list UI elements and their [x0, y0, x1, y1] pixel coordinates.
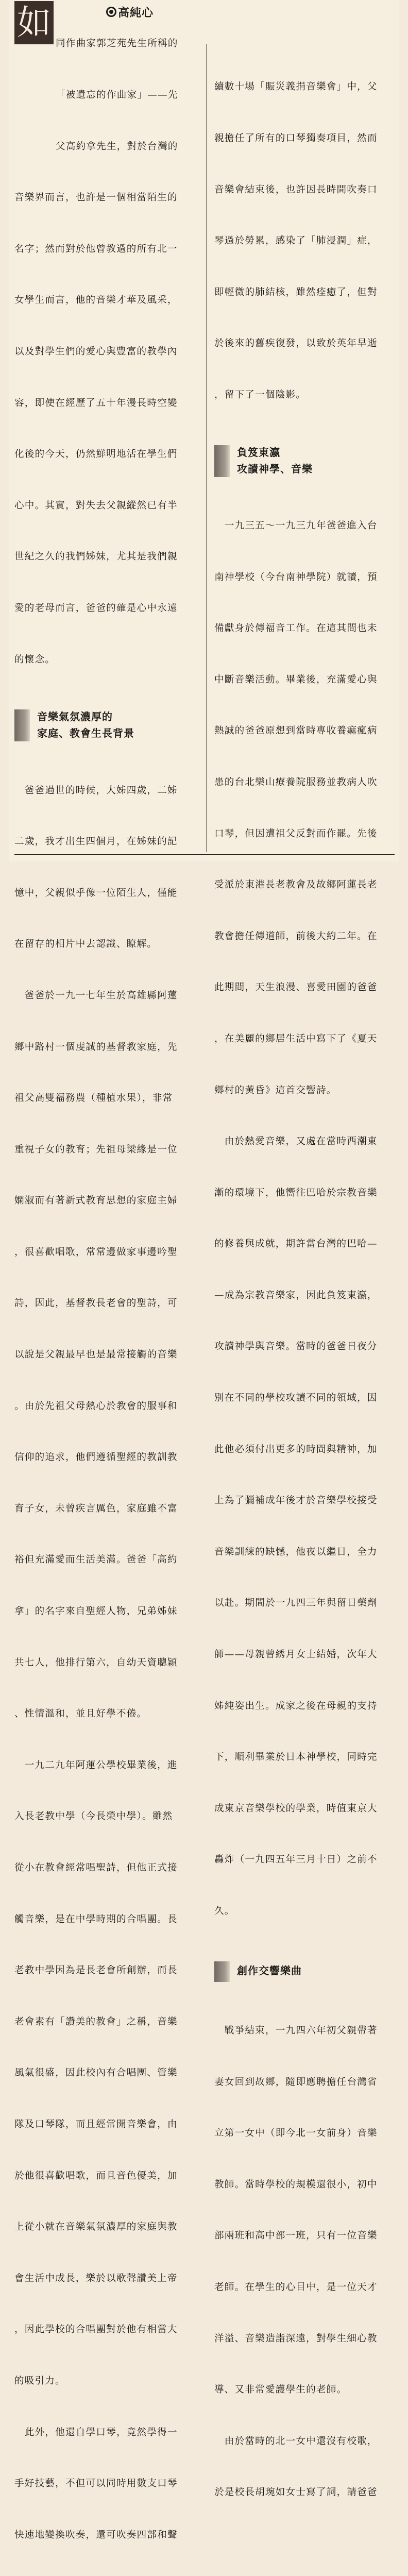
- section-title: [37, 708, 134, 741]
- section-heading-background: [14, 707, 199, 744]
- text-line: 愛的老母而言，爸爸的確是心中永遠: [14, 602, 178, 614]
- section1-body: [14, 748, 199, 2576]
- section3-body: [214, 1988, 395, 2535]
- title-line: 創作交響樂曲: [237, 1964, 302, 1977]
- text-line: 音樂會結束後，也許因長時間吹奏口: [214, 184, 378, 195]
- section2-body: [214, 483, 395, 1954]
- left-column: [14, 0, 199, 2576]
- section-title: [237, 1962, 302, 1979]
- text-line: 部兩班和高中部一班，只有一位音樂: [214, 2230, 378, 2242]
- text-line: 在留存的相片中去認識、瞭解。: [14, 939, 158, 950]
- text-line: 姊純姿出生。成家之後在母親的支持: [214, 1700, 378, 1711]
- text-line: 的修養與成就，期許當台灣的巴哈—: [214, 1239, 378, 1250]
- text-line: 成東京音樂學校的學業，時值東京大: [214, 1803, 378, 1814]
- text-line: 信仰的追求，他們遵循聖經的教訓教: [14, 1452, 178, 1463]
- text-line: 。由於先祖父母熱心於教會的服事和: [14, 1400, 178, 1412]
- text-line: 口琴，但因遭祖父反對而作罷。先後: [214, 828, 378, 839]
- text-line: 拿」的名字來自聖經人物，兄弟姊妹: [14, 1606, 178, 1617]
- text-line: 下，順利畢業於日本神學校，同時完: [214, 1752, 378, 1763]
- title-line: 負笈東瀛: [237, 446, 280, 459]
- text-line: —成為宗教音樂家，因此負笈東瀛，: [214, 1290, 378, 1301]
- text-line: 名字；然而對於他曾教過的所有北一: [14, 243, 178, 255]
- text-line: 老師。在學生的心目中，是一位天才: [214, 2281, 378, 2293]
- text-line: 親擔任了所有的口琴獨奏項目，然而: [214, 133, 378, 144]
- text-line: 嫻淑而有著新式教育思想的家庭主婦: [14, 1195, 178, 1207]
- text-line: 的吸引力。: [14, 2375, 65, 2386]
- text-line: 快速地變換吹奏，還可吹奏四部和聲: [14, 2529, 178, 2540]
- intro-paragraph: [14, 0, 199, 702]
- text-line: 音樂訓練的缺憾，他夜以繼日，全力: [214, 1546, 378, 1557]
- text-line: 鄉村的黃昏》這首交響詩。: [214, 1084, 337, 1096]
- column-divider: [206, 44, 207, 852]
- text-line: 導、又非常愛護學生的老師。: [214, 2384, 347, 2396]
- text-line: 從小在教會經常唱聖詩，但他正式接: [14, 1862, 178, 1873]
- text-line: 容，即使在經歷了五十年漫長時空變: [14, 397, 178, 409]
- newspaper-page: [9, 0, 399, 2540]
- text-line: 入長老教中學（今長榮中學）。雖然: [14, 1811, 173, 1822]
- section-heading-study: [214, 443, 395, 480]
- section-title: [237, 444, 313, 477]
- text-line: 即輕微的肺結核，雖然痊癒了，但對: [214, 286, 378, 298]
- drop-cap: 如: [14, 1, 54, 44]
- text-line: 育子女，未曾疾言厲色，家庭雖不富: [14, 1503, 178, 1514]
- text-line: 琴過於勞累，感染了「肺浸潤」症，: [214, 235, 378, 247]
- text-line: ，很喜歡唱歌，常常邊做家事邊吟聖: [14, 1246, 178, 1258]
- text-line: 戰爭結束，一九四六年初父親帶著: [214, 2025, 378, 2036]
- text-line: 憶中，父親似乎像一位陌生人，僅能: [14, 887, 178, 899]
- text-line: 音樂界而言，也許是一個相當陌生的: [14, 192, 178, 204]
- author-name: 高純心: [118, 7, 154, 20]
- text-line: 備獻身於傳福音工作。在這其間也未: [214, 623, 378, 634]
- text-line: 立第一女中（即今北一女前身）音樂: [214, 2128, 378, 2139]
- text-line: 爸爸於一九一七年生於高雄縣阿蓮: [14, 990, 178, 1001]
- text-line: 轟炸（一九四五年三月十日）之前不: [214, 1854, 378, 1866]
- title-line: 家庭、教會生長背景: [37, 727, 134, 740]
- text-line: 上從小就在音樂氣氛濃厚的家庭與教: [14, 2222, 178, 2233]
- section-heading-composition: [214, 1959, 395, 1985]
- text-line: 老會素有「讚美的教會」之稱，音樂: [14, 2016, 178, 2027]
- text-line: 化後的今天，仍然鮮明地活在學生們: [14, 449, 178, 460]
- text-line: 續數十場「賑災義捐音樂會」中，父: [214, 81, 378, 93]
- text-line: 教會擔任傳道師，前後大約二年。在: [214, 930, 378, 942]
- text-line: 心中。其實，對失去父親縱然已有半: [14, 500, 178, 511]
- text-line: 於他很喜歡唱歌，而且音色優美，加: [14, 2170, 178, 2181]
- title-line: 攻讀神學、音樂: [237, 462, 313, 475]
- text-line: 、性情溫和，並且好學不倦。: [14, 1708, 147, 1720]
- author-byline: [106, 4, 154, 20]
- text-line: 手好技藝，不但可以同時用數支口琴: [14, 2478, 178, 2489]
- text-line: 此期間，天生浪漫、喜愛田園的爸爸: [214, 982, 378, 993]
- text-line: 老教中學因為是長老會所創辦，而長: [14, 1965, 178, 1976]
- text-line: 由於當時的北一女中還沒有校歌，: [214, 2435, 378, 2447]
- heading-bar: [214, 445, 230, 477]
- text-line: 漸的環境下，他嚮往巴哈於宗教音樂: [214, 1187, 378, 1198]
- text-line: 裕但充滿愛而生活美滿。爸爸「高約: [14, 1554, 178, 1566]
- text-line: 別在不同的學校攻讀不同的領域，因: [214, 1393, 378, 1404]
- text-line: 熱誠的爸爸原想到當時專收養痲瘋病: [214, 725, 378, 737]
- text-line: 風氣很盛，因此校內有合唱團、管樂: [14, 2067, 178, 2079]
- text-line: 重視子女的教育；先祖母梁緣是一位: [14, 1144, 178, 1155]
- text-line: 父高約拿先生，對於台灣的: [56, 141, 178, 152]
- text-line: 一九三五～一九三九年爸爸進入台: [214, 520, 378, 531]
- text-line: 教師。當時學校的規模還很小，初中: [214, 2179, 378, 2190]
- text-line: 久。: [214, 1906, 235, 1917]
- right-column: [214, 44, 395, 2535]
- text-line: 妻女回到故鄉，隨即應聘擔任台灣省: [214, 2076, 378, 2088]
- text-line: 南神學校（今台南神學院）就讀，預: [214, 571, 378, 583]
- text-line: 世紀之久的我們姊妹，尤其是我們親: [14, 551, 178, 563]
- text-line: ，因此學校的合唱團對於他有相當大: [14, 2324, 178, 2335]
- text-line: 觸音樂，是在中學時期的合唱團。長: [14, 1913, 178, 1925]
- text-line: ，留下了一個陰影。: [214, 389, 307, 400]
- text-line: 會生活中成長，樂於以歌聲讚美上帝: [14, 2273, 178, 2284]
- text-line: 於是校長胡琬如女士寫了詞，請爸爸: [214, 2487, 378, 2498]
- text-line: 患的台北樂山療養院服務並教病人吹: [214, 776, 378, 788]
- text-line: 詩，因此，基督教長老會的聖詩，可: [14, 1298, 178, 1309]
- text-line: 上為了彌補成年後才於音樂學校接受: [214, 1495, 378, 1506]
- text-line: 攻讀神學與音樂。當時的爸爸日夜分: [214, 1341, 378, 1352]
- text-line: 於後來的舊疾復發，以致於英年早逝: [214, 338, 378, 349]
- text-line: 同作曲家郭芝苑先生所稱的: [56, 38, 178, 49]
- text-line: ，在美麗的鄉居生活中寫下了《夏天: [214, 1033, 378, 1044]
- text-line: 由於熱愛音樂，又處在當時西潮東: [214, 1136, 378, 1147]
- bullet-icon: [106, 7, 116, 17]
- text-line: 此外，他還自學口琴，竟然學得一: [14, 2427, 178, 2438]
- text-line: 「被遺忘的作曲家」——先: [56, 90, 178, 100]
- text-line: 的懷念。: [14, 654, 56, 665]
- text-line: 以及對學生們的愛心與豐富的教學內: [14, 346, 178, 357]
- heading-bar: [214, 1961, 230, 1982]
- text-line: 以赴。期間於一九四三年與留日藥劑: [214, 1598, 378, 1609]
- text-line: 隊及口琴隊，而且經常開音樂會，由: [14, 2119, 178, 2130]
- text-line: 此他必須付出更多的時間與精神，加: [214, 1444, 378, 1455]
- text-line: 以說是父親最早也是最常接觸的音樂: [14, 1349, 178, 1361]
- text-line: 師——母親曾綉月女士結婚，次年大: [214, 1649, 378, 1660]
- text-line: 二歲，我才出生四個月，在姊妹的記: [14, 836, 178, 848]
- text-line: 祖父高雙福務農（種植水果），非常: [14, 1093, 173, 1104]
- text-line: 女學生而言，他的音樂才華及風采，: [14, 295, 178, 306]
- heading-bar: [14, 709, 30, 741]
- text-line: 共七人，他排行第六，自幼天資聰穎: [14, 1657, 178, 1668]
- text-line: 受派於東港長老教會及故鄉阿蓮長老: [214, 879, 378, 891]
- text-line: 一九二九年阿蓮公學校畢業後，進: [14, 1759, 178, 1771]
- title-line: 音樂氣氛濃厚的: [37, 710, 113, 723]
- text-line: 鄉中路村一個虔誠的基督教家庭，先: [14, 1041, 178, 1053]
- text-line: 爸爸過世的時候，大姊四歲，二姊: [14, 785, 178, 796]
- right-top-paragraph: [214, 44, 395, 438]
- text-line: 中斷音樂活動。畢業後，充滿愛心與: [214, 674, 378, 685]
- text-line: 洋溢、音樂造詣深遠，對學生細心教: [214, 2333, 378, 2344]
